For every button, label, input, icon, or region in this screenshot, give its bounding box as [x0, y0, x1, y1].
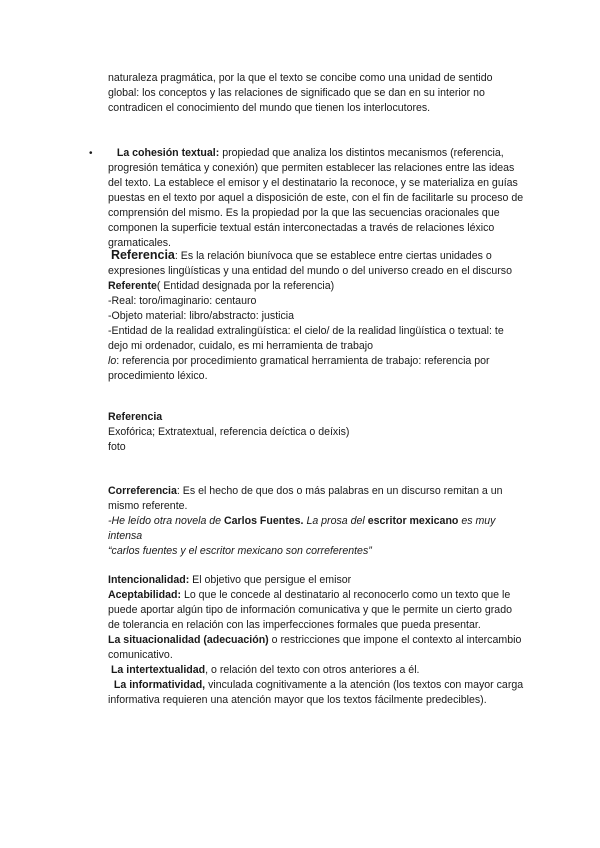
referencia2-term: Referencia [108, 411, 163, 423]
intro-paragraph [108, 71, 526, 116]
example-writer: escritor mexicano [367, 515, 459, 527]
referencia2-line1: Exofórica; Extratextual, referencia deíctica o deíxis) [108, 426, 350, 438]
referente-term: Referente [108, 280, 157, 292]
intertextualidad-term: La intertextualidad [110, 664, 206, 676]
intencionalidad-term: Intencionalidad: [108, 574, 190, 586]
bullet-marker: • [89, 148, 93, 159]
intertextualidad-text: , o relación del texto con otros anteriores a él. [205, 664, 420, 676]
referencia-exoforica-section [108, 410, 526, 455]
informatividad-term: La informatividad, [113, 679, 206, 691]
intro-text: naturaleza pragmática, por la que el texto se concibe como una unidad de sentido global: los conceptos y las relaciones de significado que se dan en su interior no contradicen el conocimiento del mundo que tienen los interlocutores. [108, 72, 493, 114]
correferencia-quote: “carlos fuentes y el escritor mexicano son correferentes” [108, 545, 372, 557]
referente-line-objeto: -Objeto material: libro/abstracto: justicia [108, 310, 295, 322]
correferencia-example [108, 514, 526, 544]
lo-term: lo [108, 355, 117, 367]
aceptabilidad-term: Aceptabilidad: [108, 589, 181, 601]
correferencia-term: Correferencia [108, 485, 177, 497]
example-part-c: La prosa del [303, 515, 368, 527]
informatividad-text: vinculada cognitivamente a la atención (los textos con mayor carga informativa requieren una atención mayor que los textos fácilmente predecibles). [108, 679, 524, 706]
example-part-e: es muy intensa [108, 515, 496, 542]
cohesion-paragraph [108, 146, 526, 251]
lo-text: : referencia por procedimiento gramatical herramienta de trabajo: referencia por procedimiento léxico. [108, 355, 490, 382]
correferencia-section [108, 484, 526, 559]
properties-section [108, 573, 526, 708]
referencia2-line2: foto [108, 441, 126, 453]
example-author: Carlos Fuentes. [224, 515, 304, 527]
aceptabilidad-text: Lo que le concede al destinatario al reconocerlo como un texto que le puede aportar algún tipo de información comunicativa y que le permite un cierto grado de tolerancia en relación con las imperfecciones formales que pueda presentar. [108, 589, 512, 631]
referencia-text: : Es la relación biunívoca que se establece entre ciertas unidades o expresiones lingüísticas y una entidad del mundo o del universo creado en el discurso [108, 250, 512, 277]
referencia-term: Referencia [110, 248, 175, 262]
intencionalidad-text: El objetivo que persigue el emisor [189, 574, 352, 586]
referente-line-entidad: -Entidad de la realidad extralingüística: el cielo/ de la realidad lingüística o textual: te dejo mi ordenador, cuidalo, es mi herramienta de trabajo [108, 325, 504, 352]
referencia-section [108, 248, 526, 384]
referente-line-real: -Real: toro/imaginario: centauro [108, 295, 257, 307]
correferencia-text: : Es el hecho de que dos o más palabras en un discurso remitan a un mismo referente. [108, 485, 503, 512]
referente-text: ( Entidad designada por la referencia) [156, 280, 335, 292]
cohesion-text: propiedad que analiza los distintos mecanismos (referencia, progresión temática y conexión) que permiten establecer las relaciones entre las ideas del texto. La establece el emisor y el destinatario la reconoce, y se materializa en guías puestas en el texto por aquel a disposición de este, con el fin de facilitarle su proceso de comprensión del mismo. Es la propiedad por la que las secuencias oracionales que componen la superficie textual están interconectadas a través de relaciones léxico gramaticales. [108, 147, 524, 249]
example-part-a: -He leído otra novela de [108, 515, 225, 527]
situacionalidad-text: o restricciones que impone el contexto al intercambio comunicativo. [108, 634, 522, 661]
cohesion-term: La cohesión textual: [116, 147, 220, 159]
situacionalidad-term: La situacionalidad (adecuación) [108, 634, 269, 646]
